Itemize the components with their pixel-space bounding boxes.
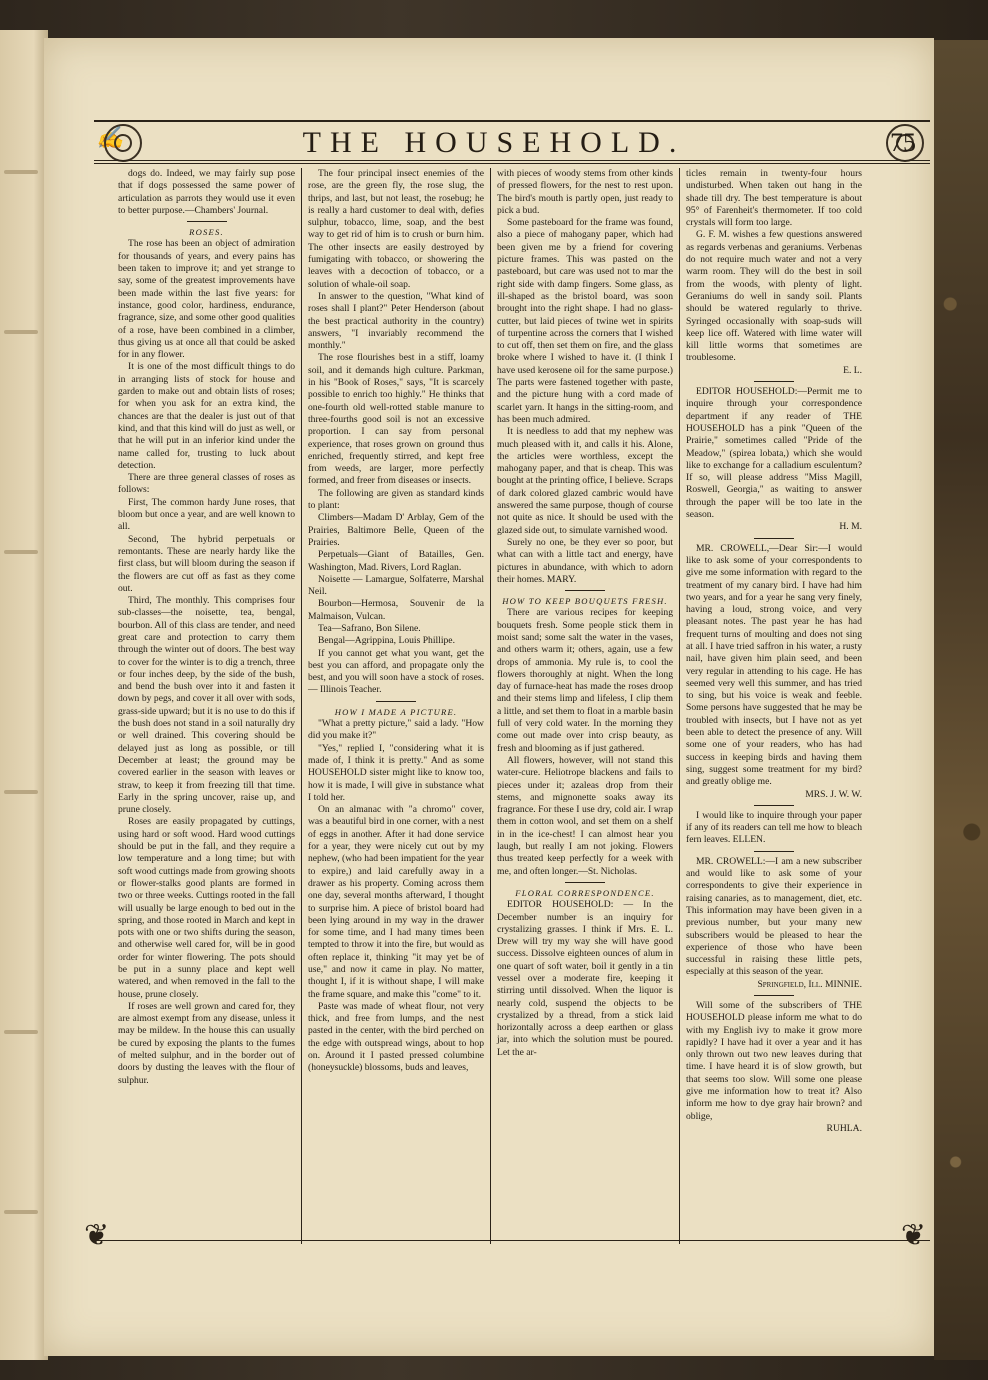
paragraph: MR. CROWELL,—Dear Sir:—I would like to ask some of your correspondents to give me some information with regard to the treatment of my canary bird. I have had him two years, and for a year he sang very finely, having a loud, strong voice, and very pleasant notes. The past year he has had frequent turns of moulting and does not sing at all. I have tried saffron in his water, a rusty nail, have given him plain seed, and been very regular in attending to his cage. He has seemed very well this summer, and has tried to sing, but his voice is weak and feeble. Some persons have suggested that he may be troubled with insects, but I have not as yet been able to detect the presence of any. Will some one of your readers, who has had success in keeping birds and having them sing, suggest some treatment for my bird? and greatly oblige me. <box>686 542 862 788</box>
paragraph: I would like to inquire through your paper if any of its readers can tell me how to bleach fern leaves. ELLEN. <box>686 809 862 846</box>
paragraph: If roses are well grown and cared for, they are almost exempt from any disease, unless it may be mildew. In the house this can usually be cured by exposing the plants to the fumes of melted sulphur, and in the border out of doors by dusting the leaves with the flour of sulphur. <box>118 1000 295 1086</box>
paragraph: Surely no one, be they ever so poor, but what can with a little tact and energy, have pictures in abundance, with which to adorn their homes. MARY. <box>497 536 673 585</box>
paragraph: EDITOR HOUSEHOLD:—Permit me to inquire through your correspondence department if any reader of THE HOUSEHOLD has a pink "Queen of the Prairie," sometimes called "Pride of the Meadow," (spirea lobata,) which she would like to exchange for a calladium esculentum? If so, will please address "Miss Magill, Roswell, Georgia," as waiting to answer through the paper will be too late in the season. <box>686 386 862 521</box>
section-heading: HOW I MADE A PICTURE. <box>334 706 458 717</box>
paragraph: The following are given as standard kinds to plant: <box>308 487 484 512</box>
divider <box>565 590 605 591</box>
divider <box>376 701 416 702</box>
paragraph: If you cannot get what you want, get the best you can afford, and propagate only the best, and you will soon have a stock of roses. — Illinois Teacher. <box>308 647 484 696</box>
paragraph: dogs do. Indeed, we may fairly sup pose that if dogs possessed the same power of articulation as parrots they would use it even to better purpose.—Chambers' Journal. <box>118 168 295 216</box>
divider <box>754 995 794 996</box>
section-heading: FLORAL CORRESPONDENCE. <box>515 887 655 898</box>
signature: E. L. <box>843 364 862 376</box>
page-number: 75 <box>890 128 916 157</box>
paragraph: In answer to the question, "What kind of roses shall I plant?" Peter Henderson (about the best practical authority in the country) answers, "I invariably recommend the monthly." <box>308 290 484 352</box>
paragraph: Bengal—Agrippina, Louis Phillipe. <box>318 635 455 647</box>
divider <box>754 851 794 852</box>
paragraph: All flowers, however, will not stand this water-cure. Heliotrope blackens and fails to pieces under it; azaleas drop from their stems, and mignonette soaks away its fragrance. For these I use dry, cold air. I wrap them in cotton wool, and set them on a shelf in in the ice-chest! I can almost hear you laugh, but really I am not joking. Flowers thus treated keep perfectly for a week with me, and often longer.—St. Nicholas. <box>497 754 673 877</box>
paragraph: with pieces of woody stems from other kinds of pressed flowers, for the nest to rest upon. The bird's mouth is partly open, just ready to pick a bud. <box>497 168 673 216</box>
paragraph: G. F. M. wishes a few questions answered as regards verbenas and geraniums. Verbenas do not require much water and not a very warm room. They will do the best in soil from the woods, with plenty of light. Geraniums do well in sandy soil. Plants should be watered regularly to thrive. Syringed occasionally with soap-suds will keep lice off. Watered with lime water will kill little worms that sometimes are troublesome. <box>686 229 862 364</box>
paragraph: Bourbon—Hermosa, Souvenir de la Malmaison, Vulcan. <box>308 598 484 622</box>
column-2 <box>301 168 490 1244</box>
paragraph: First, The common hardy June roses, that bloom but once a year, and are well known to all. <box>118 496 295 533</box>
divider <box>754 538 794 539</box>
column-3 <box>490 168 679 1244</box>
paragraph: There are various recipes for keeping bouquets fresh. Some people stick them in moist sand; some salt the water in the vases, and others warm it; others, again, use a few drops of ammonia. My rule is, to cool the flowers thoroughly at night. When the long day of furnace-heat has made the roses droop and their stems limp and lifeless, I clip them a little, and set them to float in a marble basin full of very cold water. In the morning they come out made over into crisp beauty, as fresh and blooming as if just gathered. <box>497 607 673 754</box>
divider <box>754 381 794 382</box>
paragraph: The rose flourishes best in a stiff, loamy soil, and it demands high culture. Parkman, in his "Book of Roses," says, "It is scarcely possible to enrich too highly." He thinks that one-fourth old well-rotted stable manure to three-fourths good soil is not an excessive proportion. I can say from personal experience, that roses grown on ground thus enriched, frequently stirred, and kept free from weeds, are larger, more perfectly formed, and freer from diseases or insects. <box>308 352 484 487</box>
header-rule-lower-2 <box>94 163 930 164</box>
paragraph: Third, The monthly. This comprises four sub-classes—the noisette, tea, bengal, bourbon. All of this class are tender, and need great care and protection to carry them through the winter out of doors. The best way to cover for the winter is to dig a trench, three or four inches deep, by the side of the bush, and bend the bush over into it and fasten it down by pegs, and cover it all over with sods, grass-side upward; but it is no use to do this if the bush does not stand in a soil naturally dry or well drained. This covering should be delayed just as long as possible, or till December at least; the ground may be covered earlier in the season with leaves or straw, to keep it from freezing till that time. Early in the spring uncover, raise up, and prune closely. <box>118 595 295 816</box>
paragraph: Climbers—Madam D' Arblay, Gem of the Prairies, Baltimore Belle, Queen of the Prairies. <box>308 512 484 548</box>
paragraph: Will some of the subscribers of THE HOUSEHOLD please inform me what to do with my English ivy to make it grow more rapidly? I have had it over a year and it has only thrown out two new leaves during that time. I have heard it is of slow growth, but that seems too slow. Will some one please give me information how to treat it? Also inform me how to dye gray hair brown? and oblige, <box>686 1000 862 1122</box>
paragraph: EDITOR HOUSEHOLD: — In the December number is an inquiry for crystalizing grasses. I think if Mrs. E. L. Drew will try my way she will have good success. Dissolve eighteen ounces of alum in one quart of soft water, boil it gently in a tin vessel over a moderate fire, keeping it stirring until dissolved. When the liquor is nearly cold, suspend the objects to be crystalized by a thread, from a stick laid horizontally across a deep earthen or glass jar, into which the solution must be poured. Let the ar- <box>497 899 673 1058</box>
divider <box>565 882 605 883</box>
paragraph: The rose has been an object of admiration for thousands of years, and every pains has been taken to improve it; and yet strange to say, some of the greatest improvements have been made within the last five years: for instance, good color, hardiness, endurance, fragrance, size, and some other good qualities of a rose, have been combined in a climber, thus giving us at once all that could be asked for in any flower. <box>118 238 295 361</box>
article-columns <box>112 168 870 1244</box>
signature: MRS. J. W. W. <box>805 788 862 800</box>
paragraph: Perpetuals—Giant of Batailles, Gen. Washington, Mad. Rivers, Lord Raglan. <box>308 549 484 573</box>
paragraph: Roses are easily propagated by cuttings, using hard or soft wood. Hard wood cuttings should be put in the fall, and they require a low temperature and a long time; but with soft wood cuttings made from growing shoots or flower-stalks good plants are formed in two or three weeks. Cuttings rooted in the fall will usually be large enough to bed out in the spring, and those rooted in March and kept in pots with one or two shifts during the season, and otherwise well cared for, will be in good order for winter flowering. The pots should be put in a sunny place and kept well watered, and when removed in the fall to the house, prune closely. <box>118 816 295 1000</box>
paragraph: There are three general classes of roses as follows: <box>118 472 295 496</box>
divider <box>187 221 227 222</box>
header-rule <box>94 120 930 122</box>
paragraph: Second, The hybrid perpetuals or remontants. These are nearly hardy like the first class, but will bloom during the season if the flowers are cut off as fast as they come out. <box>118 533 295 594</box>
divider <box>754 805 794 806</box>
paragraph: The four principal insect enemies of the rose, are the green fly, the rose slug, the thrips, and last, but not least, the rosebug; he is really a hard customer to deal with, defies sulphur, tobacco, lime, soap, and the best way to get rid of him is to crush or burn him. The other insects are easily destroyed by fumigating with tobacco, or showering the leaves with a decoction of tobacco, or a solution of whale-oil soap. <box>308 168 484 290</box>
signature: RUHLA. <box>826 1122 862 1134</box>
column-1 <box>112 168 301 1244</box>
paragraph: Tea—Safrano, Bon Silene. <box>318 622 421 634</box>
paragraph: Paste was made of wheat flour, not very thick, and free from lumps, and the nest pasted in the center, with the bird perched on the edge with outspread wings, about to hop on. Around it I pasted pressed columbine (honeysuckle) blossoms, buds and leaves, <box>308 1000 484 1074</box>
footer-ornament-left-icon: ❦ <box>84 1218 110 1253</box>
section-heading: ROSES. <box>189 227 224 238</box>
paragraph: ticles remain in twenty-four hours undisturbed. When taken out hang in the shade till dry. The best temperature is about 95° of Farenheit's thermometer. If too cold crystals will form too large. <box>686 168 862 229</box>
paragraph: MR. CROWELL:—I am a new subscriber and would like to ask some of your correspondents to give their experience in raising canaries, as to management, diet, etc. This information may have been given in a previous number, but your many new subscribers would be pleased to hear the experience of those who have been successful in raising these little pets, especially at this season of the year. <box>686 855 862 978</box>
paragraph: "Yes," replied I, "considering what it is made of, I think it is pretty." And as some HOUSEHOLD sister might like to know too, how it is made, I will give in substance what I told her. <box>308 742 484 803</box>
paragraph: Noisette — Lamargue, Solfaterre, Marshal Neil. <box>308 573 484 598</box>
signature: Springfield, Ill. MINNIE. <box>757 978 862 990</box>
ink-mark: ✍ <box>96 126 124 151</box>
previous-page-edge <box>0 30 48 1360</box>
marbled-cover-edge <box>934 40 988 1360</box>
paragraph: It is one of the most difficult things to do in arranging lists of stock for house and garden to make out and obtain lists of roses; for when you ask for an extra kind, the chances are that the dealer is just out of that kind, and that this kind will do just as well, or that he will put in an inferior kind under the name called for, trusting to luck about detection. <box>118 361 295 471</box>
header-rule-lower <box>94 160 930 161</box>
paragraph: "What a pretty picture," said a lady. "How did you make it?" <box>308 718 484 742</box>
column-4 <box>679 168 868 1244</box>
footer-rule <box>94 1240 930 1241</box>
section-heading: HOW TO KEEP BOUQUETS FRESH. <box>502 596 668 607</box>
paragraph: Some pasteboard for the frame was found, also a piece of mahogany paper, which had been given me by a friend for covering picture frames. This was pasted on the pasteboard, but care was used not to mar the right side with damp fingers. Some glass, as ill-shaped as the bristol board, was soon brought into the right shape. I had no glass-cutter, but laid pieces of twine wet in spirits of turpentine across the corners that I wished to cut off, then set them on fire, and the glass broke where I wished to have it. (I think I have used kerosene oil for the same purpose.) The parts were fastened together with paste, and the picture hung with a cord made of scarlet yarn. It hangs in the sitting-room, and has been much admired. <box>497 217 673 425</box>
paragraph: On an almanac with "a chromo" cover, was a beautiful bird in one corner, with a nest of eggs in another. After it had done service for a year, they were nicely cut out by my nephew, (who had been impatient for the year to expire,) and laid carefully away in a drawer as his property. Coming across them one day, several months afterward, I thought to surprise him. A piece of bristol board had been lying around in my way in the drawer for some time, and I had many times been tempted to throw it into the fire, but would as often replace it, thinking "it may yet be of use," and now it came in play. No matter, thought I, if it is without shape, I will make the frame square, and make this "come" to it. <box>308 804 484 1000</box>
footer-ornament-right-icon: ❦ <box>900 1218 926 1253</box>
paragraph: It is needless to add that my nephew was much pleased with it, and calls it his. Alone, the articles were worthless, except the mahogany paper, and that is cheap. This was bought at the printing office, I believe. Scraps of dark colored glazed cambric would have answered the same purpose, though of course not quite as nice. It should be used with the glazed side out, to simulate varnished wood. <box>497 426 673 536</box>
signature: H. M. <box>839 521 862 533</box>
masthead-title: THE HOUSEHOLD. <box>302 126 686 159</box>
